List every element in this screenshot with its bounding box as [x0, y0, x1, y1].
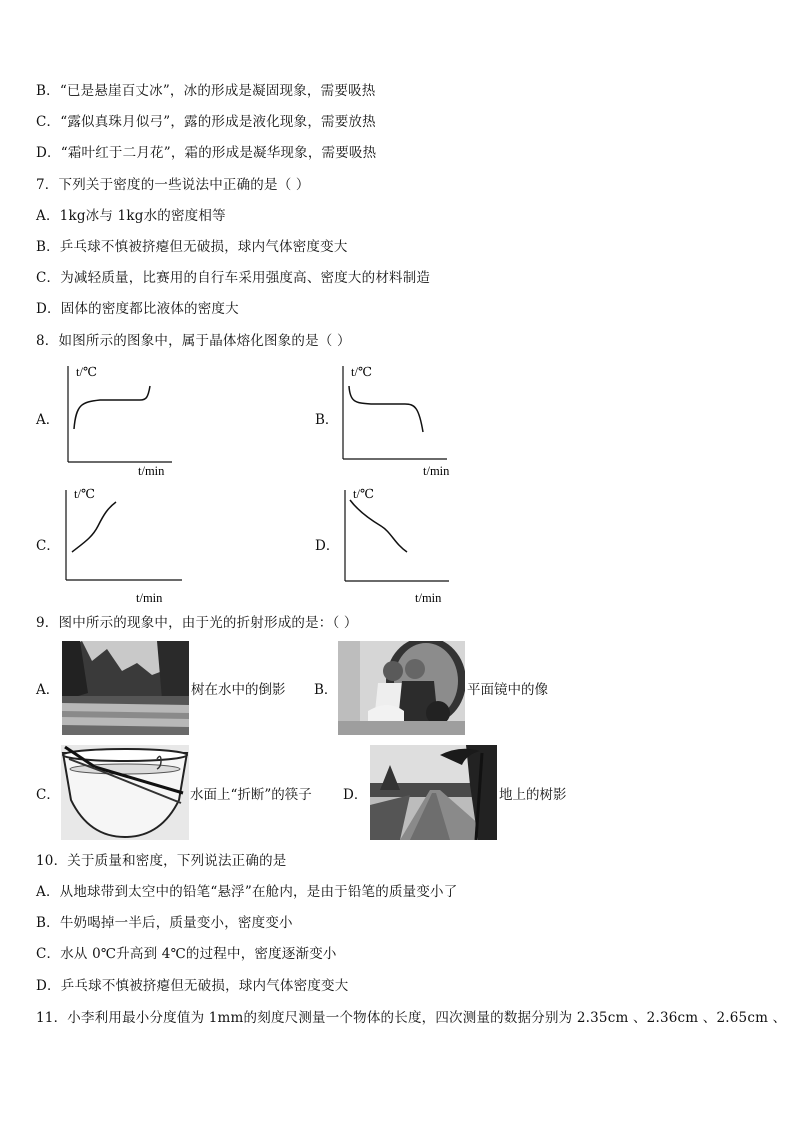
q9-option-a-label: A．	[36, 682, 60, 698]
q8-graph-a	[60, 362, 210, 477]
q10-option-c: C．水从 0℃升高到 4℃的过程中，密度逐渐变小	[36, 946, 337, 962]
q8-a-xlabel: t/min	[138, 464, 165, 478]
q10-option-a: A．从地球带到太空中的铅笔“悬浮”在舱内，是由于铅笔的质量变小了	[36, 884, 458, 900]
q8-option-a-label: A．	[36, 412, 60, 428]
option-line-d-frost: D．“霜叶红于二月花”，霜的形成是凝华现象，需要吸热	[36, 145, 377, 161]
q10-option-d: D．乒乓球不慎被挤瘪但无破损，球内气体密度变大	[36, 978, 349, 994]
q9-option-c-label: C．	[36, 787, 60, 803]
q7-option-d: D．固体的密度都比液体的密度大	[36, 301, 239, 317]
option-line-c-dew: C．“露似真珠月似弓”，露的形成是液化现象，需要放热	[36, 114, 376, 130]
q9-option-c-caption: 水面上“折断”的筷子	[190, 787, 312, 803]
q8-option-c-label: C．	[36, 538, 60, 554]
question-8-stem: 8．如图所示的图象中，属于晶体熔化图象的是（ ）	[36, 333, 351, 349]
q8-graph-c	[58, 484, 208, 606]
q8-option-b-label: B．	[315, 412, 339, 428]
question-11-stem: 11．小李利用最小分度值为 1mm的刻度尺测量一个物体的长度，四次测量的数据分别为 2.35cm 、2.36cm 、2.65cm 、	[36, 1010, 787, 1026]
palm-road-photo	[370, 745, 497, 840]
q7-option-a: A．1kg冰与 1kg水的密度相等	[36, 208, 226, 224]
q8-c-xlabel: t/min	[136, 591, 163, 605]
q7-option-c: C．为减轻质量，比赛用的自行车采用强度高、密度大的材料制造	[36, 270, 431, 286]
q8-c-ylabel: t/℃	[74, 487, 95, 501]
q9-option-b-caption: 平面镜中的像	[467, 682, 548, 698]
q9-option-d-caption: 地上的树影	[499, 787, 567, 803]
q9-option-d-label: D．	[343, 787, 368, 803]
mirror-children-photo	[338, 641, 465, 735]
q8-option-d-label: D．	[315, 538, 340, 554]
question-9-stem: 9．图中所示的现象中，由于光的折射形成的是：（ ）	[36, 615, 358, 631]
question-10-stem: 10．关于质量和密度，下列说法正确的是	[36, 853, 287, 869]
q10-option-b: B．牛奶喝掉一半后，质量变小，密度变小	[36, 915, 293, 931]
q7-option-b: B．乒乓球不慎被挤瘪但无破损，球内气体密度变大	[36, 239, 348, 255]
q9-option-b-label: B．	[314, 682, 338, 698]
q8-b-ylabel: t/℃	[351, 365, 372, 379]
q8-graph-b	[335, 362, 485, 477]
q8-d-ylabel: t/℃	[353, 487, 374, 501]
question-7-stem: 7．下列关于密度的一些说法中正确的是（ ）	[36, 177, 310, 193]
option-line-b-ice: B．“已是悬崖百丈冰”，冰的形成是凝固现象，需要吸热	[36, 83, 376, 99]
chopsticks-bowl-photo	[61, 745, 189, 840]
q8-graph-d	[337, 484, 487, 606]
q9-option-a-caption: 树在水中的倒影	[191, 682, 286, 698]
q8-b-xlabel: t/min	[423, 464, 450, 478]
lake-reflection-photo	[62, 641, 189, 735]
q8-d-xlabel: t/min	[415, 591, 442, 605]
q8-a-ylabel: t/℃	[76, 365, 97, 379]
